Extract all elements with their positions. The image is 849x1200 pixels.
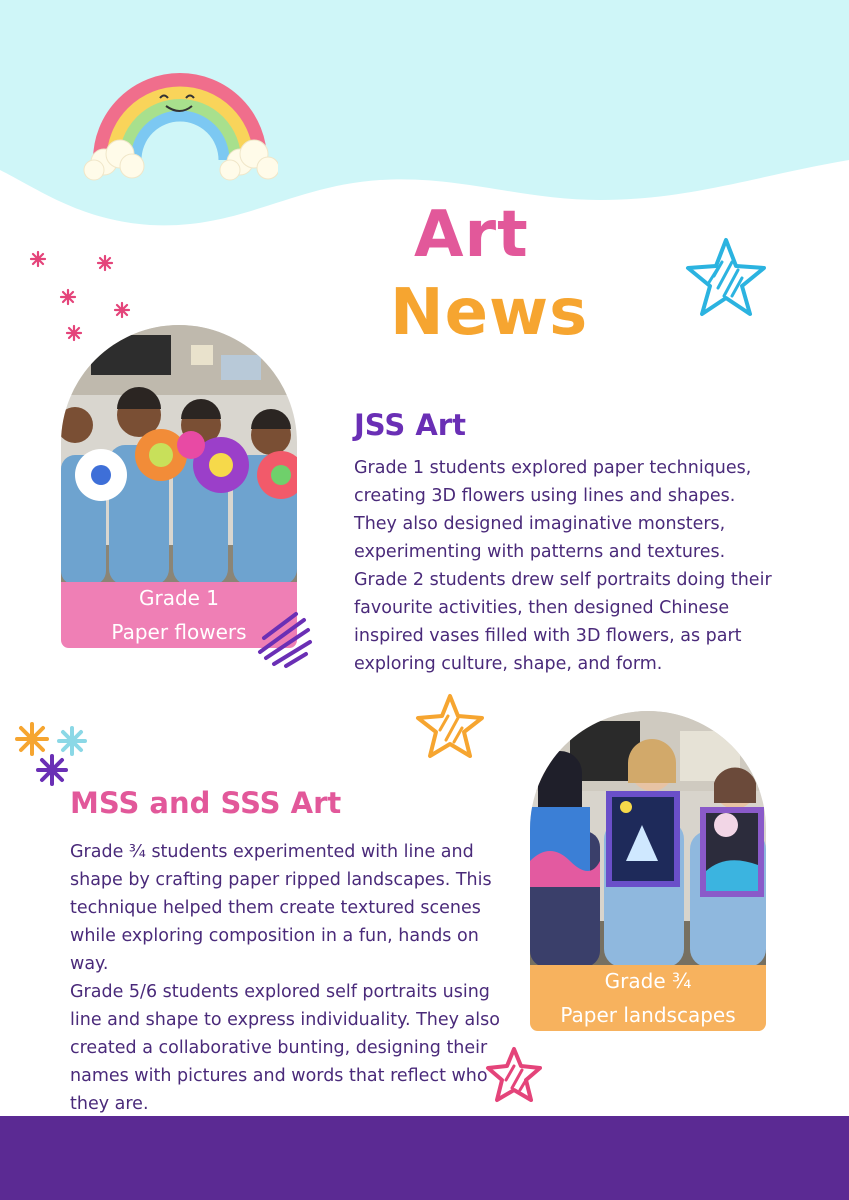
- photo-grade34-card: [530, 711, 766, 1031]
- photo-grade1-card: [61, 325, 297, 648]
- rainbow-icon: [82, 70, 278, 185]
- jss-paragraph-1: Grade 1 students explored paper techniques, creating 3D flowers using lines and shapes. They also designed imaginative monsters, experimenting with patterns and textures.: [354, 458, 752, 562]
- footer-bar: [0, 1116, 849, 1200]
- grade1-photo: [61, 325, 297, 585]
- star-icon: [414, 692, 486, 760]
- caption-line2: Paper flowers: [111, 620, 247, 644]
- photo-caption: [530, 965, 766, 1031]
- scribble-icon: [256, 608, 316, 670]
- mss-paragraph-2: Grade 5/6 students explored self portraits using line and shape to express individuality. They also created a collaborative bunting, designing their names with pictures and words that reflect who they are.: [70, 982, 500, 1114]
- star-icon: [484, 1046, 544, 1104]
- mss-text: [70, 838, 500, 1118]
- caption-line1: Grade 1: [138, 586, 220, 610]
- jss-paragraph-2: Grade 2 students drew self portraits doing their favourite activities, then designed Chinese inspired vases filled with 3D flowers, as part exploring culture, shape, and form.: [354, 570, 772, 674]
- page-title-line1: Art: [414, 198, 529, 272]
- caption-line2: Paper landscapes: [560, 1003, 736, 1027]
- star-icon: [684, 236, 768, 320]
- jss-heading: JSS Art: [354, 408, 466, 442]
- flower-icon: [14, 718, 92, 790]
- mss-heading: MSS and SSS Art: [70, 786, 342, 820]
- grade34-photo: [530, 711, 766, 967]
- page-title-line2: News: [390, 276, 589, 350]
- mss-paragraph-1: Grade ¾ students experimented with line and shape by crafting paper ripped landscapes. This technique helped them create textured scenes while exploring composition in a fun, hands on way.: [70, 842, 492, 974]
- caption-line1: Grade ¾: [604, 969, 692, 993]
- jss-text: [354, 454, 774, 678]
